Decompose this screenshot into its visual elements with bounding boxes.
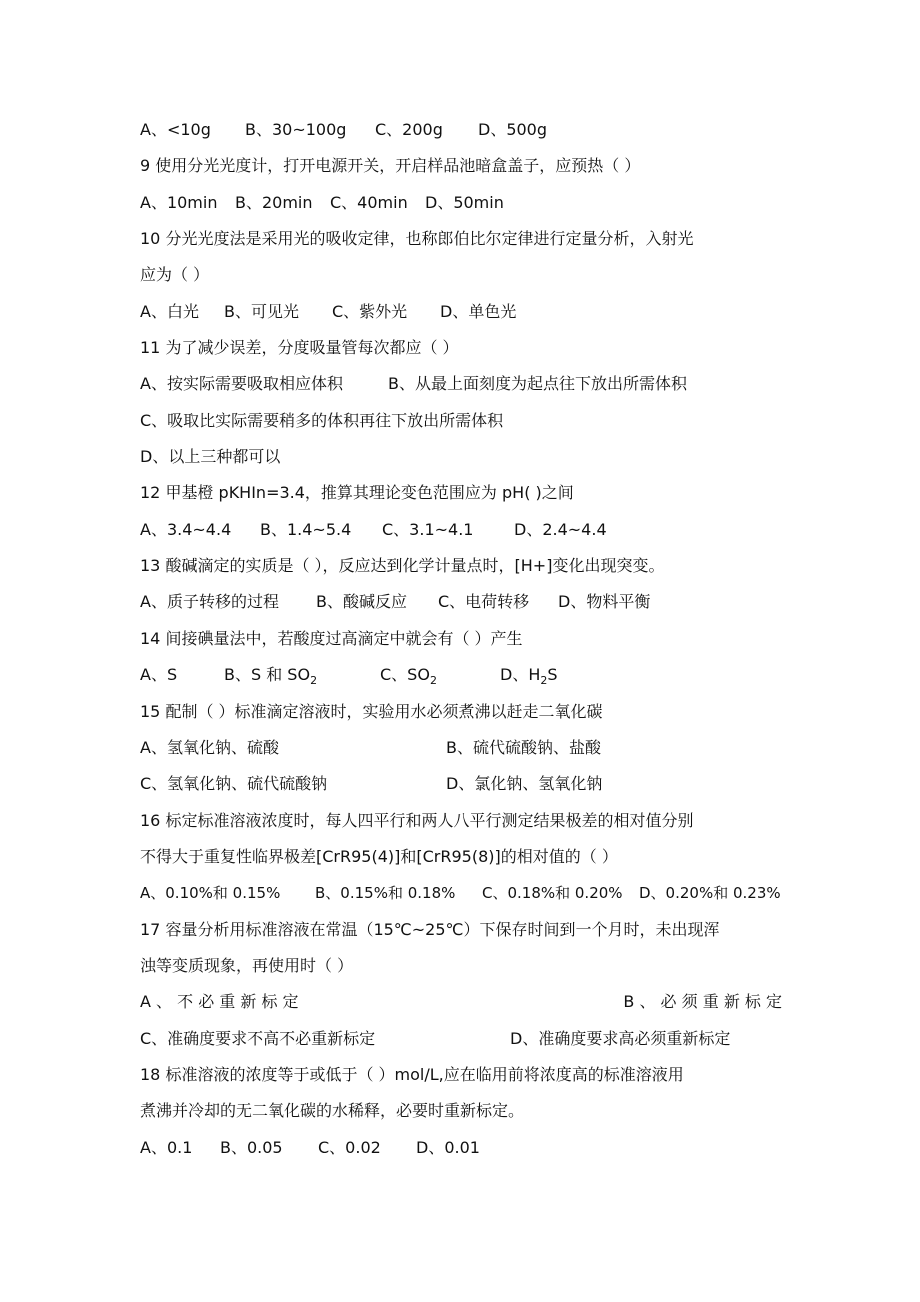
q8-option-a: A、<10g [140, 120, 211, 139]
q9-option-b: B、20min [235, 192, 313, 212]
q17-option-d: D、准确度要求高必须重新标定 [510, 1028, 731, 1048]
q10-text-line1: 10 分光光度法是采用光的吸收定律，也称郎伯比尔定律进行定量分析，入射光 [140, 229, 694, 249]
q18-options [140, 1134, 782, 1170]
q17-options-cd [140, 1025, 782, 1061]
q8-options [140, 116, 782, 152]
q12-options [140, 516, 782, 552]
q15-options-ab [140, 734, 782, 770]
q10-option-a: A、白光 [140, 301, 199, 321]
q11-text: 11 为了减少误差，分度吸量管每次都应（ ） [140, 338, 459, 358]
q13-options [140, 588, 782, 624]
q17-text-line1: 17 容量分析用标准溶液在常温（15℃~25℃）下保存时间到一个月时，未出现浑 [140, 919, 720, 939]
q9-text: 9 使用分光光度计，打开电源开关，开启样品池暗盒盖子，应预热（ ） [140, 156, 641, 176]
question-list [140, 116, 782, 1170]
q18-text-line2: 煮沸并冷却的无二氧化碳的水稀释，必要时重新标定。 [140, 1101, 525, 1121]
q9-options [140, 189, 782, 225]
q10-option-d: D、单色光 [440, 301, 517, 321]
q18-option-c: C、0.02 [318, 1137, 381, 1157]
q18-option-a: A、0.1 [140, 1137, 193, 1157]
q15-text: 15 配制（ ）标准滴定溶液时，实验用水必须煮沸以赶走二氧化碳 [140, 701, 603, 721]
q10-options [140, 298, 782, 334]
q15-options-cd [140, 770, 782, 806]
q9-option-c: C、40min [330, 192, 408, 212]
q11-option-a: A、按实际需要吸取相应体积 [140, 374, 343, 394]
q8-option-b: B、30~100g [245, 120, 347, 139]
q11-options-ab [140, 370, 782, 406]
q15-option-c: C、氢氧化钠、硫代硫酸钠 [140, 774, 328, 794]
q9-option-a: A、10min [140, 192, 218, 212]
q18-option-d: D、0.01 [416, 1137, 480, 1157]
q18-text-line1: 18 标准溶液的浓度等于或低于（ ）mol/L,应在临用前将浓度高的标准溶液用 [140, 1064, 684, 1084]
q9-option-d: D、50min [425, 192, 504, 212]
q17-options-ab [140, 988, 782, 1024]
q10-option-b: B、可见光 [224, 301, 299, 321]
q15-option-d: D、氯化钠、氢氧化钠 [446, 774, 603, 794]
q14-option-d: D、$H_2S$ [500, 665, 558, 688]
q16-text-line1: 16 标定标准溶液浓度时，每人四平行和两人八平行测定结果极差的相对值分别 [140, 810, 694, 830]
q12-option-d: D、2.4~4.4 [514, 519, 607, 539]
q11-option-c: C、吸取比实际需要稍多的体积再往下放出所需体积 [140, 410, 504, 430]
q12-option-b: B、1.4~5.4 [260, 519, 352, 539]
q14-option-b: B、S 和 $SO_2$ [224, 665, 318, 688]
q8-option-d: D、500g [478, 120, 548, 139]
q16-option-d: D、0.20%和 0.23% [639, 884, 781, 903]
q16-option-c: C、0.18%和 0.20% [482, 884, 623, 903]
q13-text: 13 酸碱滴定的实质是（ ），反应达到化学计量点时，[H+]变化出现突变。 [140, 556, 665, 576]
q13-option-c: C、电荷转移 [438, 592, 530, 612]
q8-option-c: C、200g [375, 120, 443, 139]
q12-option-c: C、3.1~4.1 [382, 519, 474, 539]
q16-text-line2: 不得大于重复性临界极差[CrR95(4)]和[CrR95(8)]的相对值的（ ） [140, 846, 618, 866]
q18-option-b: B、0.05 [220, 1137, 283, 1157]
q13-option-d: D、物料平衡 [558, 592, 651, 612]
q12-text: 12 甲基橙 pKHIn=3.4，推算其理论变色范围应为 pH( )之间 [140, 483, 574, 503]
q14-options [140, 661, 782, 697]
q13-option-a: A、质子转移的过程 [140, 592, 279, 612]
q17-option-c: C、准确度要求不高不必重新标定 [140, 1028, 376, 1048]
q16-option-b: B、0.15%和 0.18% [315, 884, 456, 903]
q12-option-a: A、3.4~4.4 [140, 519, 232, 539]
q17-option-a: A 、 不 必 重 新 标 定 [140, 992, 299, 1012]
q11-option-b: B、从最上面刻度为起点往下放出所需体积 [388, 374, 687, 394]
q11-option-d: D、以上三种都可以 [140, 447, 281, 467]
q15-option-a: A、氢氧化钠、硫酸 [140, 737, 279, 757]
q14-option-a: A、S [140, 665, 178, 685]
q10-text-line2: 应为（ ） [140, 265, 210, 285]
q14-text: 14 间接碘量法中，若酸度过高滴定中就会有（ ）产生 [140, 628, 523, 648]
q16-option-a: A、0.10%和 0.15% [140, 884, 281, 903]
q17-option-b: B 、 必 须 重 新 标 定 [623, 992, 782, 1012]
q14-option-c: C、$SO_2$ [380, 665, 437, 688]
q13-option-b: B、酸碱反应 [316, 592, 407, 612]
q10-option-c: C、紫外光 [332, 301, 408, 321]
q16-options [140, 879, 782, 915]
q15-option-b: B、硫代硫酸钠、盐酸 [446, 737, 601, 757]
q17-text-line2: 浊等变质现象，再使用时（ ） [140, 955, 354, 975]
